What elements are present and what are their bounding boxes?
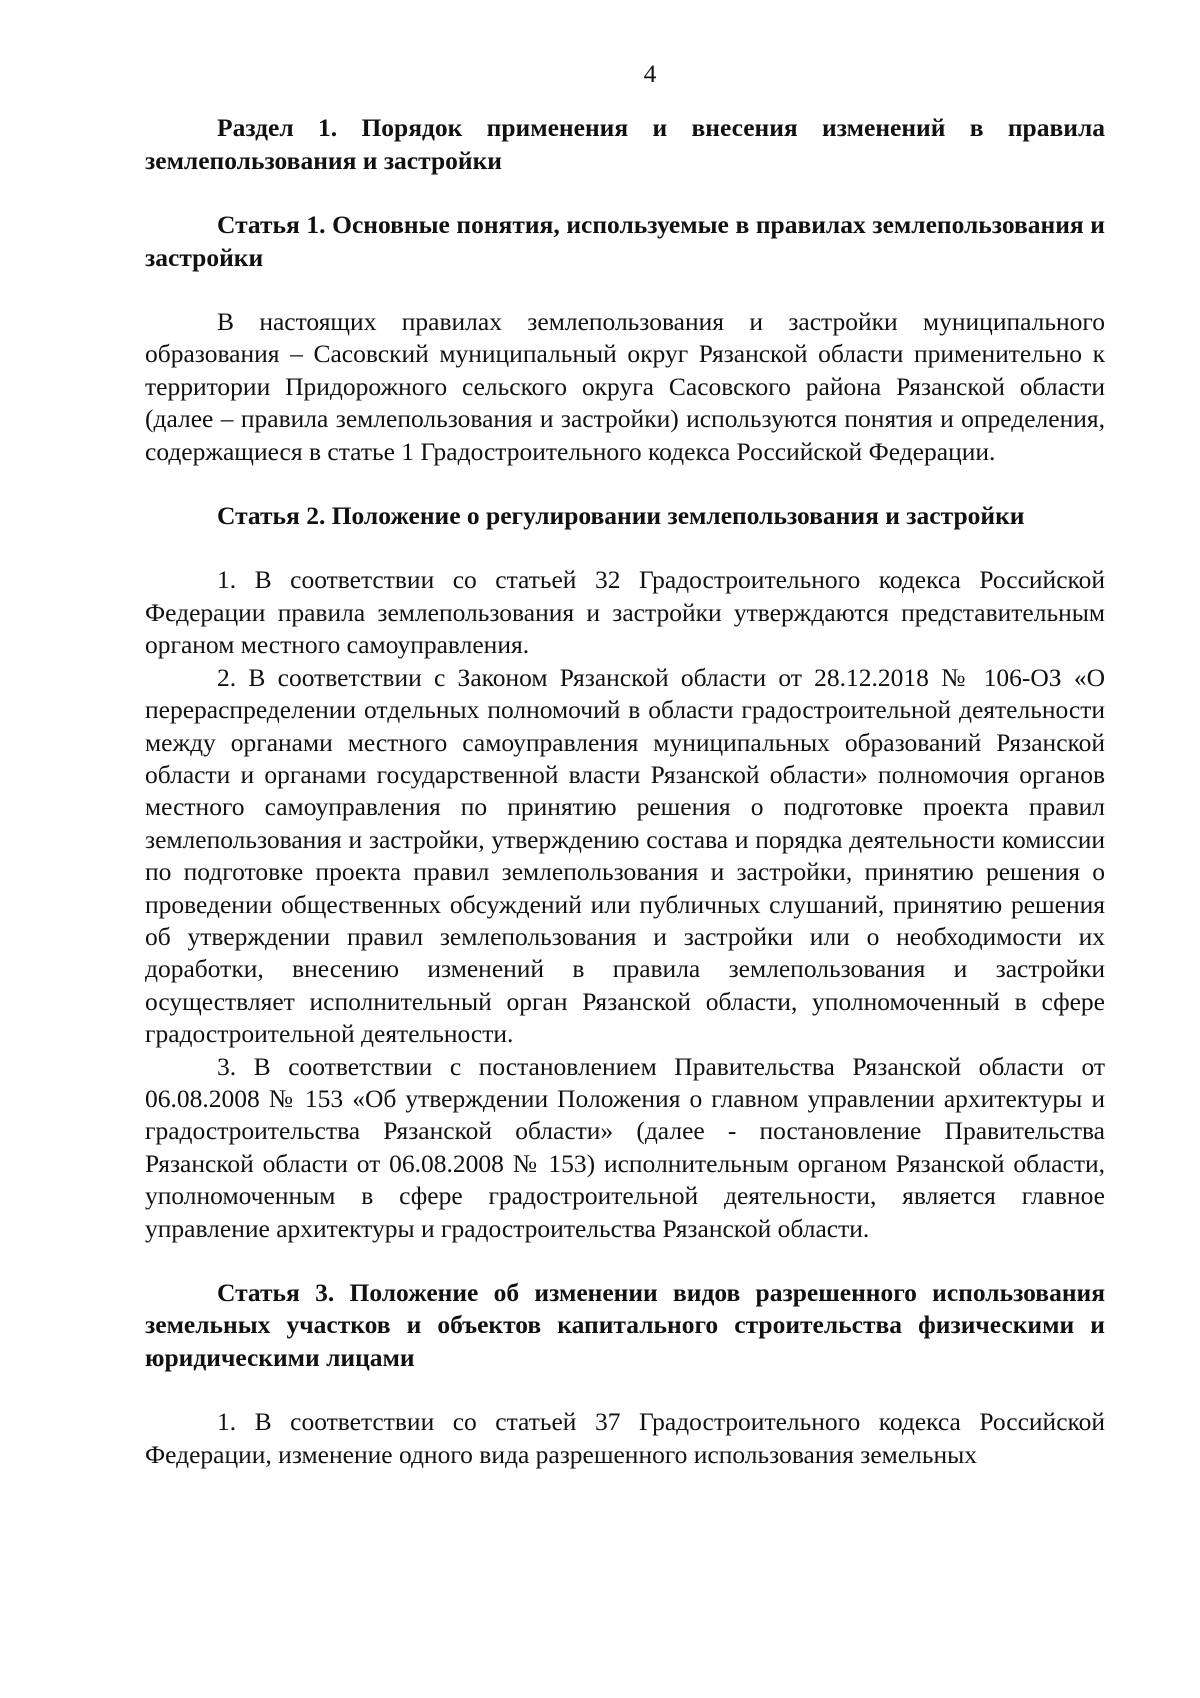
page-number: 4	[643, 59, 657, 88]
article-2-paragraph-1: 1. В соответствии со статьей 32 Градостроительного кодекса Российской Федерации правила землепользования и застройки утверждаются представительным органом местного самоуправления.	[145, 565, 1105, 660]
article-3-title: Статья 3. Положение об изменении видов разрешенного использования земельных участков и объектов капитального строительства физическими и юридическими лицами	[145, 1278, 1105, 1372]
article-1-paragraph-1: В настоящих правилах землепользования и застройки муниципального образования – Сасовский муниципальный округ Рязанской области применительно к территории Придорожного сельского округа Сасовского района Рязанской области (далее – правила землепользования и застройки) используются понятия и определения, содержащиеся в статье 1 Градостроительного кодекса Российской Федерации.	[145, 307, 1105, 466]
section-title: Раздел 1. Порядок применения и внесения изменений в правила землепользования и застройки	[145, 113, 1105, 175]
article-2-paragraph-2: 2. В соответствии с Законом Рязанской области от 28.12.2018 № 106-ОЗ «О перераспределении отдельных полномочий в области градостроительной деятельности между органами местного самоуправления муниципальных образований Рязанской области и органами государственной власти Рязанской области» полномочия органов местного самоуправления по принятию решения о подготовке проекта правил землепользования и застройки, утверждению состава и порядка деятельности комиссии по подготовке проекта правил землепользования и застройки, принятию решения о проведении общественных обсуждений или публичных слушаний, принятию решения об утверждении правил землепользования и застройки или о необходимости их доработки, внесению изменений в правила землепользования и застройки осуществляет исполнительный орган Рязанской области, уполномоченный в сфере градостроительной деятельности.	[145, 662, 1105, 1049]
article-2-paragraph-3: 3. В соответствии с постановлением Правительства Рязанской области от 06.08.2008 № 153 «Об утверждении Положения о главном управлении архитектуры и градостроительства Рязанской области» (далее - постановление Правительства Рязанской области от 06.08.2008 № 153) исполнительным органом Рязанской области, уполномоченным в сфере градостроительной деятельности, является главное управление архитектуры и градостроительства Рязанской области.	[145, 1051, 1105, 1243]
article-2-title: Статья 2. Положение о регулировании землепользования и застройки	[217, 501, 1025, 531]
article-1-title: Статья 1. Основные понятия, используемые в правилах землепользования и застройки	[145, 210, 1105, 272]
article-3-paragraph-1: 1. В соответствии со статьей 37 Градостроительного кодекса Российской Федерации, изменение одного вида разрешенного использования земельных	[145, 1407, 1105, 1469]
